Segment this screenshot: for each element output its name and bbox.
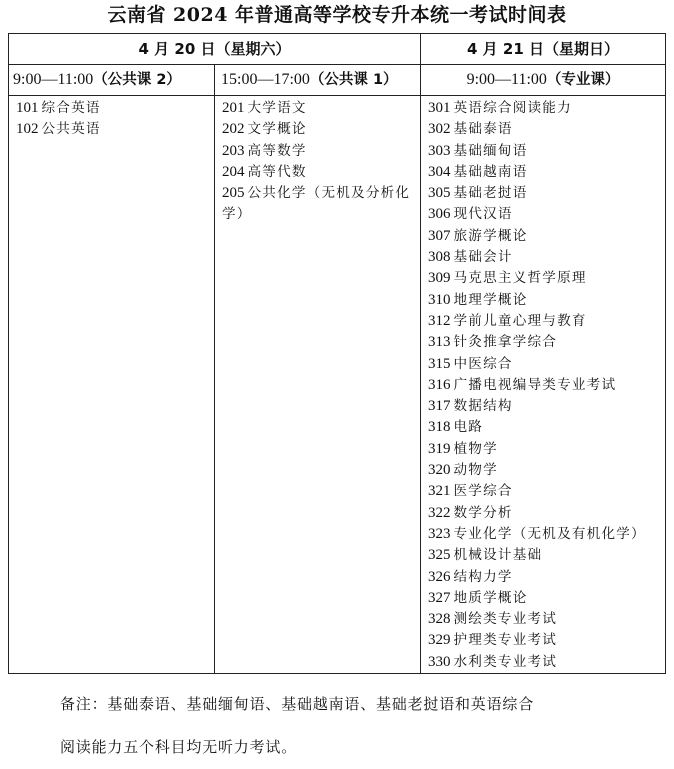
session-header-1: [9, 65, 215, 96]
subject-item: [428, 417, 665, 438]
subject-item: [428, 652, 665, 673]
subject-item: [428, 439, 665, 460]
subject-name: 基础泰语: [453, 121, 513, 138]
subject-code: 320: [428, 462, 451, 479]
subject-item: [428, 311, 665, 332]
session-type: （专业课）: [546, 72, 620, 88]
subject-name: 马克思主义哲学原理: [453, 270, 587, 287]
subject-name: 水利类专业考试: [453, 653, 558, 670]
subject-name: 广播电视编导类专业考试: [453, 376, 617, 393]
subject-code: 318: [428, 419, 451, 436]
session-time: 15:00—17:00: [221, 71, 310, 88]
subject-code: 326: [428, 568, 451, 585]
subject-item: [428, 396, 665, 417]
subject-name: 植物学: [453, 440, 498, 457]
subject-item: [428, 503, 665, 524]
subject-name: 基础缅甸语: [453, 142, 528, 159]
subject-item: [222, 162, 420, 183]
subject-item: [428, 141, 665, 162]
subject-code: 306: [428, 206, 451, 223]
subject-item: [428, 588, 665, 609]
subject-item: [428, 204, 665, 225]
footnote: [60, 683, 660, 769]
subject-name: 地质学概论: [453, 589, 528, 606]
subject-item: [428, 332, 665, 353]
subject-name: 英语综合阅读能力: [453, 100, 572, 116]
subject-name: 学前儿童心理与教育: [453, 312, 587, 329]
subject-code: 321: [428, 483, 451, 500]
subject-name: 现代汉语: [453, 206, 513, 223]
subject-item: [222, 183, 420, 226]
session-header-2: [215, 65, 421, 96]
subject-name: 数学分析: [453, 504, 513, 521]
subject-code: 305: [428, 185, 451, 202]
session-header-3: [421, 65, 666, 96]
session-time: 9:00—11:00: [466, 71, 547, 88]
subject-name: 地理学概论: [453, 291, 528, 308]
session-type: （公共课 1）: [309, 72, 398, 88]
subject-item: [428, 481, 665, 502]
subject-item: [428, 375, 665, 396]
subject-code: 101: [16, 100, 39, 116]
subject-item: [428, 226, 665, 247]
subject-name: 针灸推拿学综合: [453, 334, 558, 351]
subject-item: [428, 98, 665, 119]
subject-item: [428, 290, 665, 311]
subject-code: 307: [428, 227, 451, 244]
session-1-subjects: [9, 96, 215, 674]
subject-item: [428, 524, 665, 545]
subject-item: [428, 609, 665, 630]
subject-code: 102: [16, 121, 39, 138]
subject-code: 301: [428, 100, 451, 116]
subject-name: 基础越南语: [453, 163, 528, 180]
subject-name: 医学综合: [453, 483, 513, 500]
subject-code: 201: [222, 100, 245, 116]
date-header-row: [9, 34, 666, 65]
subject-list: [421, 96, 665, 673]
subject-code: 323: [428, 525, 451, 542]
subject-code: 302: [428, 121, 451, 138]
subject-item: [428, 460, 665, 481]
subject-name: 高等代数: [247, 163, 307, 180]
subject-code: 319: [428, 440, 451, 457]
subject-code: 304: [428, 163, 451, 180]
subject-name: 高等数学: [247, 142, 307, 159]
subject-list: [215, 96, 420, 226]
subject-code: 322: [428, 504, 451, 521]
subject-code: 317: [428, 398, 451, 415]
subjects-row: [9, 96, 666, 674]
subject-name: 基础老挝语: [453, 185, 528, 202]
footnote-line-1: 备注：基础泰语、基础缅甸语、基础越南语、基础老挝语和英语综合: [60, 695, 535, 713]
exam-schedule-table: [8, 33, 666, 674]
subject-name: 电路: [453, 419, 484, 436]
subject-item: [428, 630, 665, 651]
subject-code: 312: [428, 312, 451, 329]
subject-code: 328: [428, 611, 451, 628]
subject-item: [222, 141, 420, 162]
subject-code: 310: [428, 291, 451, 308]
subject-name: 中医综合: [453, 355, 513, 372]
subject-code: 316: [428, 376, 451, 393]
subject-item: [428, 162, 665, 183]
session-type: （公共课 2）: [93, 72, 181, 88]
subject-code: 315: [428, 355, 451, 372]
subject-name: 大学语文: [247, 100, 307, 116]
subject-code: 329: [428, 632, 451, 649]
subject-code: 303: [428, 142, 451, 159]
subject-name: 文学概论: [247, 121, 307, 138]
subject-item: [16, 119, 214, 140]
subject-item: [428, 354, 665, 375]
subject-code: 327: [428, 589, 451, 606]
subject-list: [9, 96, 214, 141]
page-title: 云南省 2024 年普通高等学校专升本统一考试时间表: [107, 4, 567, 26]
subject-name: 机械设计基础: [453, 547, 543, 564]
time-header-row: [9, 65, 666, 96]
subject-item: [222, 98, 420, 119]
subject-name: 数据结构: [453, 398, 513, 415]
session-3-subjects: [421, 96, 666, 674]
subject-code: 202: [222, 121, 245, 138]
subject-code: 205: [222, 185, 245, 202]
subject-name: 护理类专业考试: [453, 632, 558, 649]
subject-name: 动物学: [453, 462, 498, 479]
session-2-subjects: [215, 96, 421, 674]
subject-name: 旅游学概论: [453, 227, 528, 244]
subject-item: [428, 268, 665, 289]
subject-code: 309: [428, 270, 451, 287]
subject-name: 测绘类专业考试: [453, 611, 558, 628]
subject-item: [428, 567, 665, 588]
subject-name: 基础会计: [453, 249, 513, 266]
subject-code: 330: [428, 653, 451, 670]
subject-item: [428, 247, 665, 268]
subject-code: 308: [428, 249, 451, 266]
footnote-line-2: 阅读能力五个科目均无听力考试。: [60, 738, 298, 756]
session-time: 9:00—11:00: [13, 71, 94, 88]
subject-name: 公共英语: [41, 121, 101, 138]
subject-name: 公共化学（无机及分析化学）: [222, 185, 411, 223]
date-header-day2: 4 月 21 日（星期日）: [421, 34, 666, 65]
subject-code: 325: [428, 547, 451, 564]
subject-item: [222, 119, 420, 140]
date-header-day1: 4 月 20 日（星期六）: [9, 34, 421, 65]
subject-name: 结构力学: [453, 568, 513, 585]
subject-name: 综合英语: [41, 100, 101, 116]
subject-item: [428, 545, 665, 566]
subject-item: [428, 119, 665, 140]
subject-code: 313: [428, 334, 451, 351]
subject-code: 204: [222, 163, 245, 180]
subject-code: 203: [222, 142, 245, 159]
subject-item: [16, 98, 214, 119]
subject-item: [428, 183, 665, 204]
subject-name: 专业化学（无机及有机化学）: [453, 525, 646, 542]
